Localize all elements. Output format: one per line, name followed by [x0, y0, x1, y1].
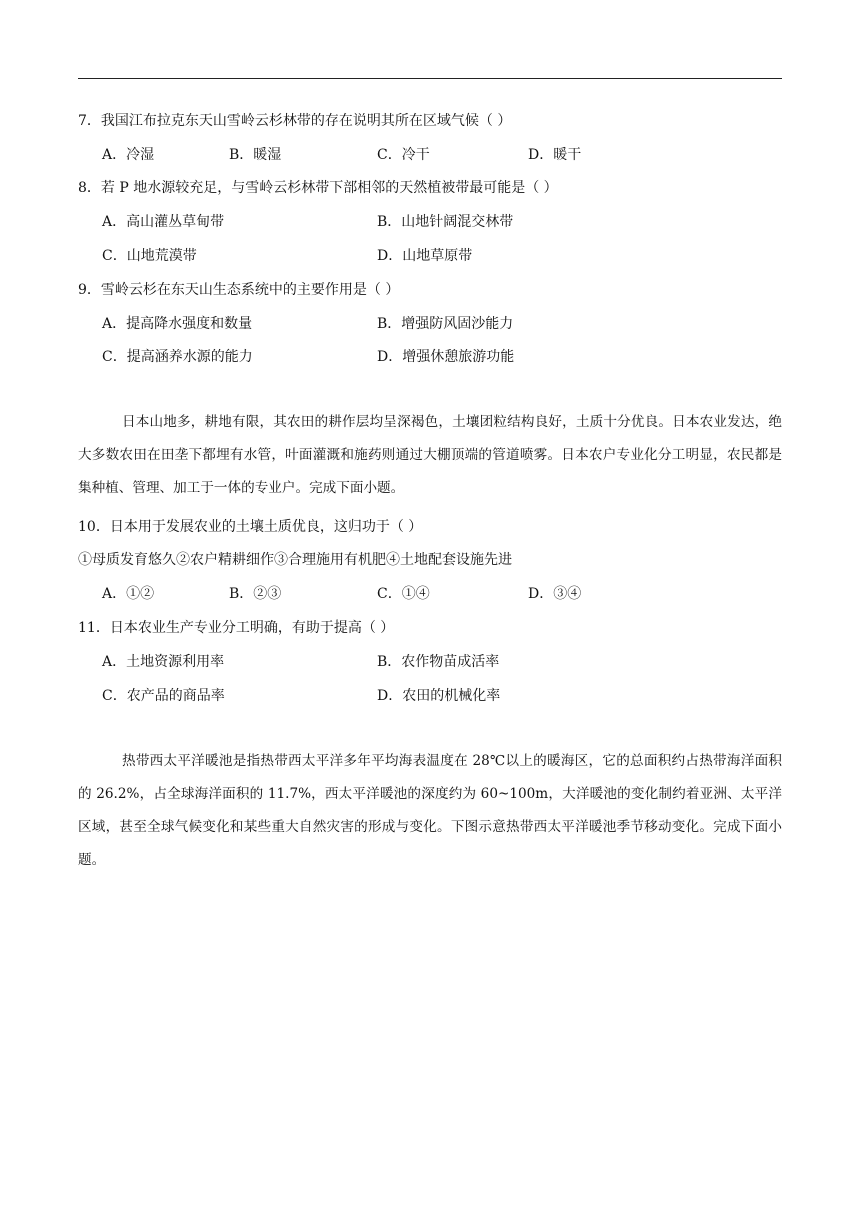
question-8-option-b[interactable]: B．山地针阔混交林带 [377, 214, 514, 230]
passage-japan-agriculture [78, 406, 782, 505]
question-9-option-a[interactable]: A．提高降水强度和数量 [102, 316, 253, 332]
question-11-stem: 11．日本农业生产专业分工明确，有助于提高（ ） [78, 620, 395, 636]
question-10-statements: ①母质发育悠久②农户精耕细作③合理施用有机肥④土地配套设施先进 [78, 552, 512, 568]
question-9-option-b[interactable]: B．增强防风固沙能力 [377, 316, 514, 332]
question-10-option-a[interactable]: A．①② [102, 586, 155, 602]
question-8-option-d[interactable]: D．山地草原带 [377, 248, 473, 264]
question-11-option-c[interactable]: C．农产品的商品率 [102, 688, 225, 704]
question-11-option-d[interactable]: D．农田的机械化率 [377, 688, 501, 704]
question-9-stem: 9．雪岭云杉在东天山生态系统中的主要作用是（ ） [78, 282, 400, 298]
header-rule [78, 78, 782, 79]
passage-warm-pool-text: 热带西太平洋暖池是指热带西太平洋多年平均海表温度在 28℃以上的暖海区，它的总面积约占热带海洋面积的 26.2%，占全球海洋面积的 11.7%，西太平洋暖池的深度约为 60~100m，大洋暖池的变化制约着亚洲、太平洋区域，甚至全球气候变化和某些重大自然灾害的形成与变化。下图示意热带西太平洋暖池季节移动变化。完成下面小题。 [78, 753, 782, 868]
question-9-option-c[interactable]: C．提高涵养水源的能力 [102, 349, 253, 365]
question-10-option-d[interactable]: D．③④ [528, 586, 582, 602]
question-11-option-b[interactable]: B．农作物苗成活率 [377, 654, 500, 670]
question-8-option-a[interactable]: A．高山灌丛草甸带 [102, 214, 225, 230]
question-7-option-c[interactable]: C．冷干 [377, 147, 430, 163]
question-7-option-d[interactable]: D．暖干 [528, 147, 582, 163]
question-9-option-d[interactable]: D．增强休憩旅游功能 [377, 349, 515, 365]
passage-japan-agriculture-text: 日本山地多，耕地有限，其农田的耕作层均呈深褐色，土壤团粒结构良好，土质十分优良。日本农业发达，绝大多数农田在田垄下都埋有水管，叶面灌溉和施药则通过大棚顶端的管道喷雾。日本农户专业化分工明显，农民都是集种植、管理、加工于一体的专业户。完成下面小题。 [78, 414, 782, 496]
question-7-stem: 7．我国江布拉克东天山雪岭云杉林带的存在说明其所在区域气候（ ） [78, 113, 512, 129]
question-10-option-b[interactable]: B．②③ [229, 586, 282, 602]
passage-warm-pool [78, 745, 782, 877]
question-7-option-b[interactable]: B．暖湿 [229, 147, 282, 163]
question-8-option-c[interactable]: C．山地荒漠带 [102, 248, 197, 264]
question-7-option-a[interactable]: A．冷湿 [102, 147, 155, 163]
question-10-option-c[interactable]: C．①④ [377, 586, 430, 602]
question-11-option-a[interactable]: A．土地资源利用率 [102, 654, 225, 670]
question-10-stem: 10．日本用于发展农业的土壤土质优良，这归功于（ ） [78, 519, 423, 535]
question-8-stem: 8．若 P 地水源较充足，与雪岭云杉林带下部相邻的天然植被带最可能是（ ） [78, 180, 558, 196]
